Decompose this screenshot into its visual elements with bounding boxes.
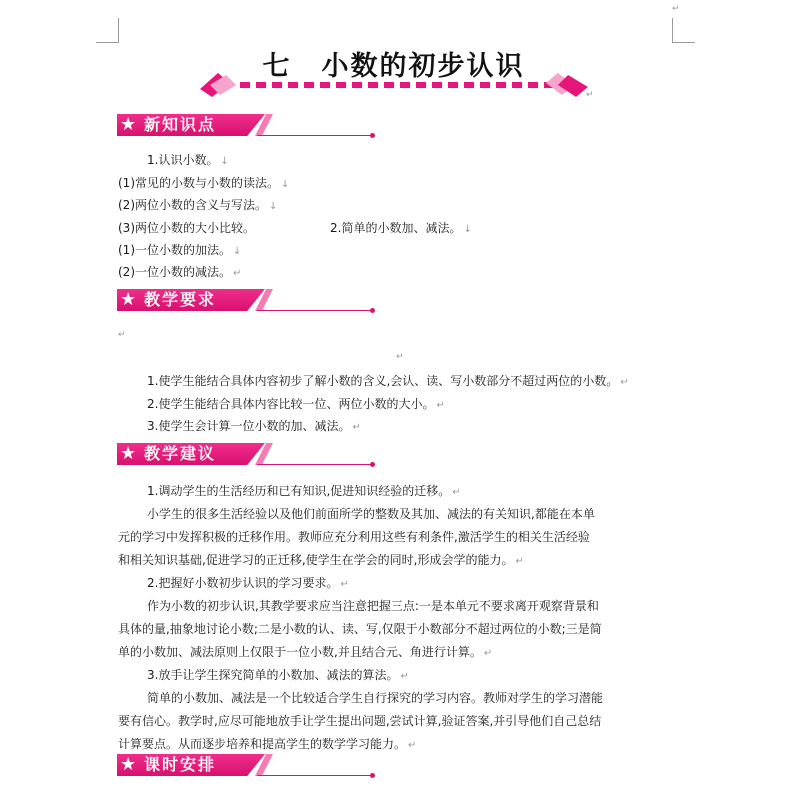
section-title: 新知识点 [144,115,217,134]
knowledge-item: (3)两位小数的大小比较。 [118,221,255,235]
section-banner-schedule [117,754,381,778]
knowledge-item: (1)常见的小数与小数的读法。 ↓ [118,176,290,190]
suggestion-line: 要有信心。教学时,应尽可能地放手让学生提出问题,尝试计算,验证答案,并引导他们自己总结 [118,714,602,728]
suggestion-line: 和相关知识基础,促进学习的正迁移,使学生在学会的同时,形成会学的能力。 ↵ [118,553,524,567]
suggestion-line: 元的学习中发挥积极的迁移作用。教师应充分利用这些有利条件,激活学生的相关生活经验 [118,530,590,544]
knowledge-item: (1)一位小数的加法。 ↓ [118,243,242,257]
crop-mark-top-right [672,18,695,43]
return-mark: ↵ [672,4,680,14]
section-title: 课时安排 [144,755,217,774]
requirement-item: 3.使学生会计算一位小数的加、减法。 ↵ [147,419,361,433]
knowledge-item: 1.认识小数。 ↓ [147,153,229,167]
suggestion-line: 3.放手让学生探究简单的小数加、减法的算法。 ↵ [147,668,409,682]
requirement-item: 1.使学生能结合具体内容初步了解小数的含义,会认、读、写小数部分不超过两位的小数。 ↵ [147,374,629,388]
section-title: 教学要求 [144,290,217,309]
return-mark: ↵ [586,90,594,100]
section-banner-suggestions [117,443,381,467]
chapter-name: 小数的初步认识 [321,51,525,82]
suggestions-body [118,480,678,756]
star-icon: ★ [120,289,137,310]
knowledge-item: 2.简单的小数加、减法。 ↓ [330,221,472,235]
return-mark: ↵ [396,352,404,362]
knowledge-item: (2)一位小数的减法。 ↵ [118,265,242,279]
chapter-number: 七 [262,51,292,82]
suggestion-line: 简单的小数加、减法是一个比较适合学生自行探究的学习内容。教师对学生的学习潜能 [147,691,604,705]
star-icon: ★ [120,443,137,464]
section-title: 教学建议 [144,444,217,463]
suggestion-line: 1.调动学生的生活经历和已有知识,促进知识经验的迁移。 ↵ [147,484,461,498]
star-icon: ★ [120,754,137,775]
suggestion-line: 具体的量,抽象地讨论小数;二是小数的认、读、写,仅限于小数部分不超过两位的小数;三是简 [118,622,602,636]
suggestion-line: 计算要点。从而逐步培养和提高学生的数学学习能力。 ↵ [118,737,417,751]
suggestion-line: 小学生的很多生活经验以及他们前面所学的整数及其加、减法的有关知识,都能在本单 [147,507,595,521]
suggestion-line: 2.把握好小数初步认识的学习要求。 ↵ [147,576,349,590]
return-mark: ↵ [118,330,126,340]
suggestion-line: 作为小数的初步认识,其教学要求应当注意把握三点:一是本单元不要求离开观察背景和 [147,599,599,613]
crop-mark-top-left [96,18,119,43]
title-ribbon-decoration [196,71,596,97]
requirement-item: 2.使学生能结合具体内容比较一位、两位小数的大小。 ↵ [147,397,445,411]
section-banner-requirements [117,289,381,313]
suggestion-line: 单的小数加、减法原则上仅限于一位小数,并且结合元、角进行计算。 ↵ [118,645,493,659]
knowledge-item: (2)两位小数的含义与写法。 ↓ [118,198,278,212]
section-banner-new-knowledge [117,114,381,138]
star-icon: ★ [120,114,137,135]
